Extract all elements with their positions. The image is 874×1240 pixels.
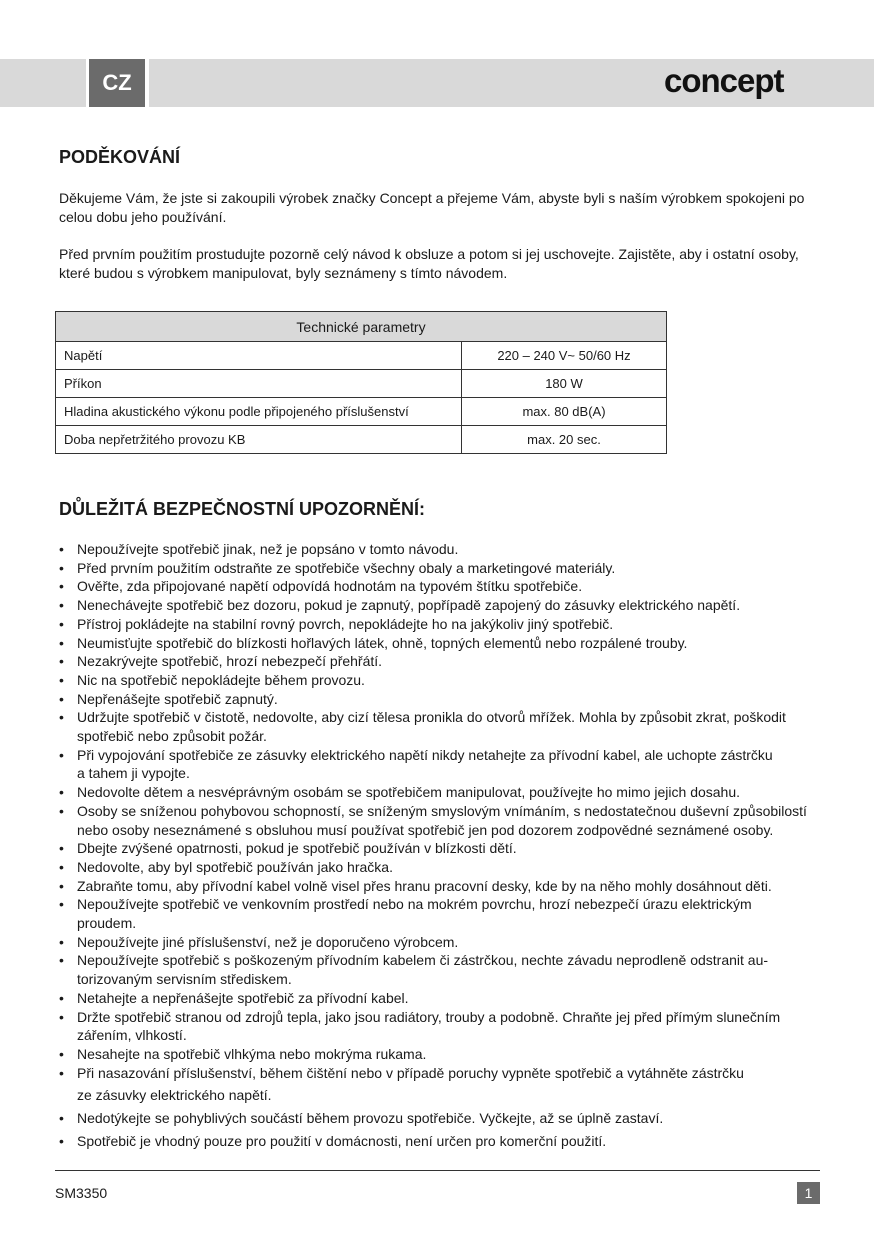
footer-divider <box>55 1170 820 1171</box>
list-item <box>59 839 829 858</box>
list-item-text: Nepoužívejte spotřebič s poškozeným přívodním kabelem či zástrčkou, nechte závadu neprodleně odstranit au- <box>77 952 769 969</box>
bullet-icon: • <box>59 634 64 651</box>
bullet-icon: • <box>59 615 64 632</box>
list-item-text: Nenechávejte spotřebič bez dozoru, pokud je zapnutý, popřípadě zapojený do zásuvky elektrického napětí. <box>77 597 741 614</box>
table-row <box>56 398 667 426</box>
list-item-text: a tahem ji vypojte. <box>77 765 190 782</box>
bullet-icon: • <box>59 952 64 969</box>
list-item-text: Nepoužívejte jiné příslušenství, než je doporučeno výrobcem. <box>77 933 459 950</box>
bullet-icon: • <box>59 578 64 595</box>
list-item-text: Při nasazování příslušenství, během čištění nebo v případě poruchy vypněte spotřebič a vytáhněte zástrčku <box>77 1064 744 1081</box>
list-item-text: Nepřenášejte spotřebič zapnutý. <box>77 690 278 707</box>
list-item-text: Přístroj pokládejte na stabilní rovný povrch, nepokládejte ho na jakýkoliv jiný spotřebič. <box>77 615 614 632</box>
list-item <box>59 596 829 615</box>
bullet-icon: • <box>59 1132 64 1149</box>
list-item-text: Osoby se sníženou pohybovou schopností, se sníženým smyslovým vnímáním, s nedostatečnou duševní způsobilostí <box>77 802 807 819</box>
list-item-text: Neumisťujte spotřebič do blízkosti hořlavých látek, ohně, topných elementů nebo rozpálené trouby. <box>77 634 688 651</box>
list-item <box>59 671 829 690</box>
list-item-text: Udržujte spotřebič v čistotě, nedovolte, aby cizí tělesa pronikla do otvorů mřížek. Mohla by způsobit zkrat, poškodit <box>77 709 786 726</box>
bullet-icon: • <box>59 541 64 557</box>
spec-value: max. 20 sec. <box>462 426 667 454</box>
list-item <box>59 540 829 559</box>
page-number: 1 <box>797 1182 820 1204</box>
thanks-paragraph <box>59 189 819 226</box>
bullet-icon: • <box>59 840 64 857</box>
text-line: Děkujeme Vám, že jste si zakoupili výrobek značky Concept a přejeme Vám, abyste byli s naším výrobkem spokojeni po <box>59 190 805 206</box>
spec-value: max. 80 dB(A) <box>462 398 667 426</box>
list-item-text: Při vypojování spotřebiče ze zásuvky elektrického napětí nikdy netahejte za přívodní kabel, ale uchopte zástrčku <box>77 746 773 763</box>
list-item-text: Nedovolte, aby byl spotřebič používán jako hračka. <box>77 858 393 875</box>
list-item-text: Nedovolte dětem a nesvéprávným osobám se spotřebičem manipulovat, používejte ho mimo jejich dosahu. <box>77 784 741 801</box>
list-item-text: Dbejte zvýšené opatrnosti, pokud je spotřebič používán v blízkosti dětí. <box>77 840 517 857</box>
list-item <box>59 877 829 896</box>
list-item <box>59 1045 829 1064</box>
table-row <box>56 370 667 398</box>
list-item-text: Zabraňte tomu, aby přívodní kabel volně visel přes hranu pracovní desky, kde by na něho mohly dosáhnout děti. <box>77 877 772 894</box>
text-line: Před prvním použitím prostudujte pozorně celý návod k obsluze a potom si jej uschovejte. Zajistěte, aby i ostatní osoby, <box>59 246 799 262</box>
table-row <box>56 426 667 454</box>
list-item-text: Nezakrývejte spotřebič, hrozí nebezpečí přehřátí. <box>77 653 383 670</box>
list-item <box>59 951 829 988</box>
list-item-text: Netahejte a nepřenášejte spotřebič za přívodní kabel. <box>77 989 409 1006</box>
list-item <box>59 1109 829 1128</box>
thanks-heading: PODĚKOVÁNÍ <box>59 147 181 167</box>
text-line: které budou s výrobkem manipulovat, byly seznámeny s tímto návodem. <box>59 264 508 281</box>
list-item <box>59 615 829 634</box>
list-item-text: Ověřte, zda připojované napětí odpovídá hodnotám na typovém štítku spotřebiče. <box>77 578 583 595</box>
list-item-text: Nepoužívejte spotřebič jinak, než je popsáno v tomto návodu. <box>77 541 459 557</box>
spec-label: Hladina akustického výkonu podle připojeného příslušenství <box>56 398 462 426</box>
list-item-text: Nic na spotřebič nepokládejte během provozu. <box>77 671 365 688</box>
specs-table <box>55 311 667 454</box>
safety-list <box>59 540 829 1151</box>
spec-label: Napětí <box>56 342 462 370</box>
list-item <box>59 783 829 802</box>
header-band <box>0 59 86 107</box>
list-item <box>59 858 829 877</box>
brand-logo: concept <box>664 62 784 99</box>
list-item-text: Držte spotřebič stranou od zdrojů tepla, jako jsou radiátory, trouby a podobně. Chraňte jej před přímým slunečním <box>77 1008 781 1025</box>
list-item <box>59 652 829 671</box>
text-line: celou dobu jeho používání. <box>59 208 227 225</box>
bullet-icon: • <box>59 1064 64 1081</box>
list-item <box>59 577 829 596</box>
spec-label: Příkon <box>56 370 462 398</box>
list-item <box>59 690 829 709</box>
list-item <box>59 933 829 952</box>
list-item <box>59 895 829 932</box>
list-item-text: nebo osoby neseznámené s obsluhou musí používat spotřebič jen pod dozorem zodpovědné seznámené osoby. <box>77 821 774 838</box>
bullet-icon: • <box>59 933 64 950</box>
list-item <box>59 1008 829 1045</box>
list-item <box>59 746 829 783</box>
list-item <box>59 559 829 578</box>
safety-heading: DŮLEŽITÁ BEZPEČNOSTNÍ UPOZORNĚNÍ: <box>59 499 426 519</box>
bullet-icon: • <box>59 690 64 707</box>
list-item-text: torizovaným servisním střediskem. <box>77 971 292 988</box>
list-item-text: spotřebič nebo způsobit požár. <box>77 728 267 745</box>
list-item-text: Nedotýkejte se pohyblivých součástí během provozu spotřebiče. Vyčkejte, až se úplně zastaví. <box>77 1110 664 1127</box>
spec-label: Doba nepřetržitého provozu KB <box>56 426 462 454</box>
bullet-icon: • <box>59 1045 64 1062</box>
list-item-text: proudem. <box>77 915 137 932</box>
bullet-icon: • <box>59 1110 64 1127</box>
table-row <box>56 342 667 370</box>
list-item <box>59 802 829 839</box>
bullet-icon: • <box>59 1008 64 1025</box>
list-item <box>59 708 829 745</box>
bullet-icon: • <box>59 858 64 875</box>
bullet-icon: • <box>59 559 64 576</box>
bullet-icon: • <box>59 989 64 1006</box>
list-item-text: ze zásuvky elektrického napětí. <box>77 1087 272 1104</box>
language-badge: CZ <box>89 59 145 107</box>
instructions-paragraph <box>59 245 819 282</box>
list-item <box>59 1132 829 1151</box>
list-item-text: Spotřebič je vhodný pouze pro použití v domácnosti, není určen pro komerční použití. <box>77 1132 607 1149</box>
bullet-icon: • <box>59 671 64 688</box>
list-item <box>59 1064 829 1105</box>
bullet-icon: • <box>59 709 64 726</box>
bullet-icon: • <box>59 653 64 670</box>
bullet-icon: • <box>59 597 64 614</box>
spec-value: 220 – 240 V~ 50/60 Hz <box>462 342 667 370</box>
bullet-icon: • <box>59 746 64 763</box>
list-item-text: Nepoužívejte spotřebič ve venkovním prostředí nebo na mokrém povrchu, hrozí nebezpečí úrazu elektrickým <box>77 896 752 913</box>
spec-value: 180 W <box>462 370 667 398</box>
list-item-text: zářením, vlhkostí. <box>77 1027 187 1044</box>
bullet-icon: • <box>59 784 64 801</box>
bullet-icon: • <box>59 877 64 894</box>
bullet-icon: • <box>59 896 64 913</box>
list-item-text: Nesahejte na spotřebič vlhkýma nebo mokrýma rukama. <box>77 1045 427 1062</box>
bullet-icon: • <box>59 802 64 819</box>
specs-table-title: Technické parametry <box>56 312 667 342</box>
model-number: SM3350 <box>55 1185 108 1201</box>
list-item <box>59 989 829 1008</box>
list-item-text: Před prvním použitím odstraňte ze spotřebiče všechny obaly a marketingové materiály. <box>77 559 616 576</box>
list-item <box>59 634 829 653</box>
